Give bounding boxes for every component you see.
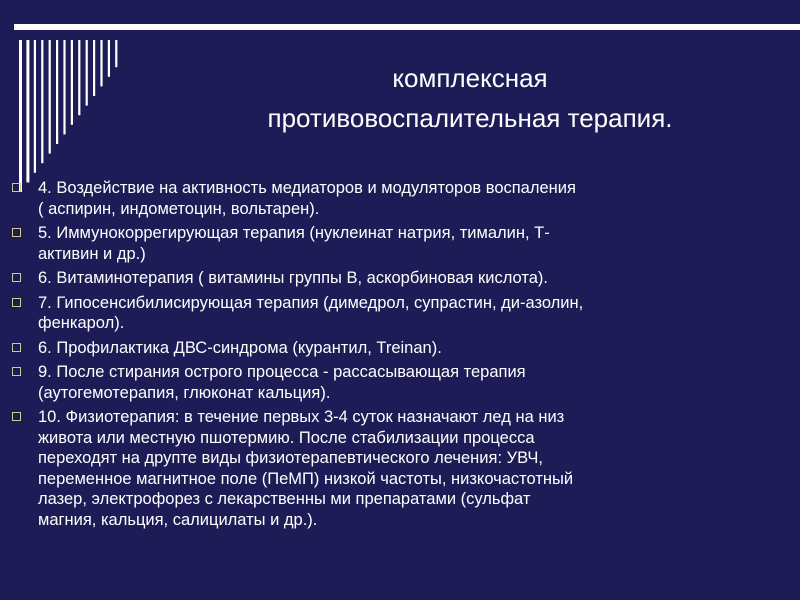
top-rule — [14, 24, 800, 30]
slide-title — [150, 58, 790, 138]
decorative-stripe — [26, 40, 29, 182]
decorative-stripe — [93, 40, 95, 96]
decorative-stripe — [78, 40, 80, 115]
decorative-stripe — [34, 40, 36, 173]
square-bullet-icon — [12, 298, 21, 307]
list-item-line: 6. Профилактика ДВС-синдрома (курантил, Treinan). — [38, 338, 442, 357]
list-item-line: 6. Витаминотерапия ( витамины группы В, аскорбиновая кислота). — [38, 269, 549, 287]
decorative-stripe — [100, 40, 102, 86]
list-item-line: переходят на друпте виды физиотерапевтического лечения: УВЧ, — [38, 449, 543, 467]
list-item-line: (аутогемотерапия, глюконат кальция). — [38, 383, 331, 402]
square-bullet-icon — [12, 343, 21, 352]
list-item — [12, 178, 792, 219]
decorative-stripe — [71, 40, 73, 125]
list-item-line: фенкарол). — [38, 314, 125, 332]
bullet-list — [12, 178, 792, 534]
list-item — [12, 407, 792, 530]
decorative-stripe — [19, 40, 22, 192]
list-item — [12, 362, 792, 403]
title-line-1: комплексная — [392, 63, 548, 93]
list-item-line: ( аспирин, индометоцин, вольтарен). — [38, 199, 320, 218]
list-item-line: 4. Воздействие на активность медиаторов и модуляторов воспаления — [38, 179, 576, 197]
decorative-stripe — [86, 40, 88, 106]
list-item-line: переменное магнитное поле (ПеМП) низкой частоты, низкочастотный — [38, 469, 574, 488]
list-item-line: лазер, электрофорез с лекарственны ми препаратами (сульфат — [38, 490, 531, 508]
list-item — [12, 293, 792, 334]
list-item — [12, 223, 792, 264]
square-bullet-icon — [12, 367, 21, 376]
list-item — [12, 338, 792, 359]
decorative-stripe — [108, 40, 110, 77]
decorative-stripe — [49, 40, 51, 154]
list-item-line: 10. Физиотерапия: в течение первых 3-4 суток назначают лед на низ — [38, 408, 565, 426]
list-item-line: 9. После стирания острого процесса - рассасывающая терапия — [38, 363, 526, 381]
list-item-line: живота или местную пшотермию. После стабилизации процесса — [38, 428, 535, 447]
square-bullet-icon — [12, 228, 21, 237]
decorative-stripe — [115, 40, 117, 67]
decorative-stripe — [56, 40, 58, 144]
list-item-line: 5. Иммунокоррегирующая терапия (нуклеинат натрия, тималин, Т- — [38, 224, 550, 242]
decorative-stripe — [41, 40, 43, 163]
list-item-line: магния, кальция, салицилаты и др.). — [38, 510, 318, 529]
decorative-stripe — [63, 40, 65, 134]
list-item-line: 7. Гипосенсибилисирующая терапия (димедрол, супрастин, ди-азолин, — [38, 293, 584, 312]
title-line-2: противовоспалительная терапия. — [267, 103, 673, 133]
list-item — [12, 268, 792, 289]
square-bullet-icon — [12, 273, 21, 282]
list-item-line: активин и др.) — [38, 244, 146, 263]
square-bullet-icon — [12, 412, 21, 421]
square-bullet-icon — [12, 183, 21, 192]
